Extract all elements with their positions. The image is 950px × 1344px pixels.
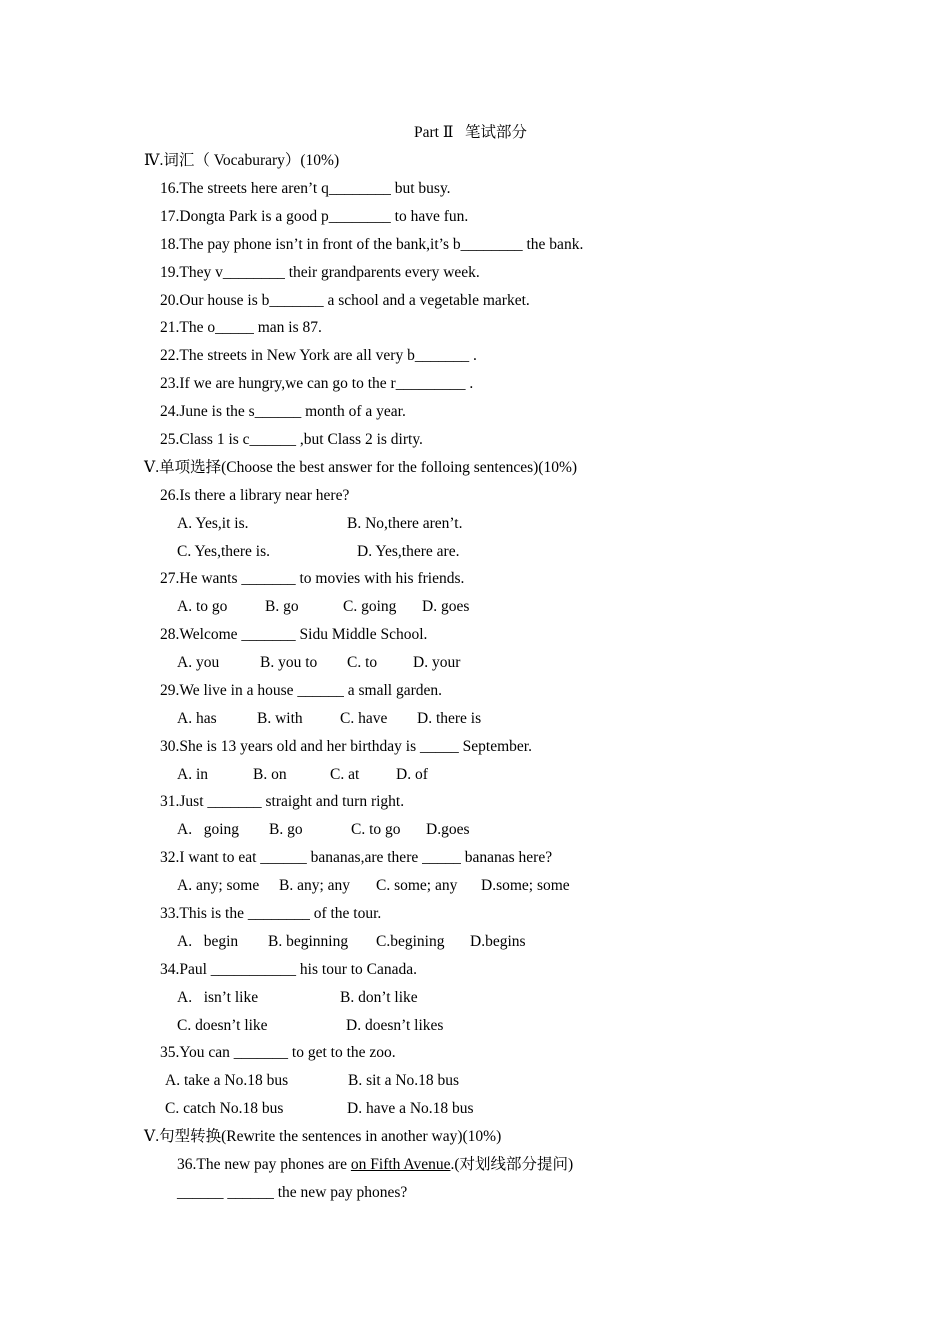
question-34: 34.Paul ___________ his tour to Canada. <box>160 961 418 978</box>
option-27-b: B. go <box>265 598 299 615</box>
option-35-c: C. catch No.18 bus <box>165 1100 284 1117</box>
option-31-a: A. going <box>177 821 239 838</box>
question-35: 35.You can _______ to get to the zoo. <box>160 1044 396 1061</box>
option-28-b: B. you to <box>260 654 318 671</box>
vocab-item-24: 24.June is the s______ month of a year. <box>160 403 406 420</box>
vocab-item-16: 16.The streets here aren’t q________ but busy. <box>160 180 451 197</box>
question-32: 32.I want to eat ______ bananas,are there _____ bananas here? <box>160 849 553 866</box>
option-29-a: A. has <box>177 710 217 727</box>
vocab-item-23: 23.If we are hungry,we can go to the r_________ . <box>160 375 474 392</box>
question-29: 29.We live in a house ______ a small garden. <box>160 682 442 699</box>
option-35-a: A. take a No.18 bus <box>165 1072 289 1089</box>
option-32-d: D.some; some <box>481 877 570 894</box>
vocab-item-22: 22.The streets in New York are all very b_______ . <box>160 347 477 364</box>
page-title: Part Ⅱ 笔试部分 <box>414 124 528 141</box>
option-29-c: C. have <box>340 710 388 727</box>
option-27-a: A. to go <box>177 598 228 615</box>
answer-36: ______ ______ the new pay phones? <box>177 1184 408 1201</box>
option-26-d: D. Yes,there are. <box>357 543 460 560</box>
option-28-d: D. your <box>413 654 461 671</box>
vocab-heading: Ⅳ.词汇（ Vocaburary）(10%) <box>144 152 340 169</box>
question-26: 26.Is there a library near here? <box>160 487 350 504</box>
question-36-underlined: on Fifth Avenue <box>350 1156 451 1173</box>
option-28-a: A. you <box>177 654 220 671</box>
option-33-c: C.begining <box>376 933 445 950</box>
option-34-b: B. don’t like <box>340 989 418 1006</box>
option-33-d: D.begins <box>470 933 526 950</box>
option-34-a: A. isn’t like <box>177 989 259 1006</box>
option-32-b: B. any; any <box>279 877 351 894</box>
option-28-c: C. to <box>347 654 378 671</box>
option-34-c: C. doesn’t like <box>177 1017 268 1034</box>
option-32-a: A. any; some <box>177 877 260 894</box>
question-36-prefix: 36.The new pay phones are <box>177 1156 351 1173</box>
vocab-item-21: 21.The o_____ man is 87. <box>160 319 322 336</box>
vocab-item-19: 19.They v________ their grandparents every week. <box>160 264 480 281</box>
option-35-b: B. sit a No.18 bus <box>348 1072 460 1089</box>
question-33: 33.This is the ________ of the tour. <box>160 905 382 922</box>
option-30-c: C. at <box>330 766 360 783</box>
option-30-b: B. on <box>253 766 287 783</box>
vocab-item-25: 25.Class 1 is c______ ,but Class 2 is dirty. <box>160 431 423 448</box>
choice-heading: Ⅴ.单项选择(Choose the best answer for the folloing sentences)(10%) <box>144 459 578 476</box>
option-26-c: C. Yes,there is. <box>177 543 271 560</box>
option-31-c: C. to go <box>351 821 401 838</box>
question-36 <box>177 1155 573 1175</box>
option-29-d: D. there is <box>417 710 482 727</box>
question-36-suffix: .(对划线部分提问) <box>450 1156 574 1173</box>
question-31: 31.Just _______ straight and turn right. <box>160 793 405 810</box>
option-26-a: A. Yes,it is. <box>177 515 249 532</box>
option-33-a: A. begin <box>177 933 239 950</box>
option-30-a: A. in <box>177 766 208 783</box>
vocab-item-17: 17.Dongta Park is a good p________ to have fun. <box>160 208 469 225</box>
option-34-d: D. doesn’t likes <box>346 1017 444 1034</box>
option-30-d: D. of <box>396 766 428 783</box>
rewrite-heading: Ⅴ.句型转换(Rewrite the sentences in another way)(10%) <box>144 1128 502 1145</box>
option-31-b: B. go <box>269 821 303 838</box>
option-26-b: B. No,there aren’t. <box>347 515 463 532</box>
option-27-c: C. going <box>343 598 397 615</box>
option-32-c: C. some; any <box>376 877 458 894</box>
question-30: 30.She is 13 years old and her birthday is _____ September. <box>160 738 532 755</box>
option-35-d: D. have a No.18 bus <box>347 1100 474 1117</box>
question-27: 27.He wants _______ to movies with his friends. <box>160 570 465 587</box>
vocab-item-20: 20.Our house is b_______ a school and a vegetable market. <box>160 292 530 309</box>
option-27-d: D. goes <box>422 598 470 615</box>
question-28: 28.Welcome _______ Sidu Middle School. <box>160 626 428 643</box>
option-31-d: D.goes <box>426 821 470 838</box>
vocab-item-18: 18.The pay phone isn’t in front of the bank,it’s b________ the bank. <box>160 236 584 253</box>
option-29-b: B. with <box>257 710 303 727</box>
option-33-b: B. beginning <box>268 933 349 950</box>
